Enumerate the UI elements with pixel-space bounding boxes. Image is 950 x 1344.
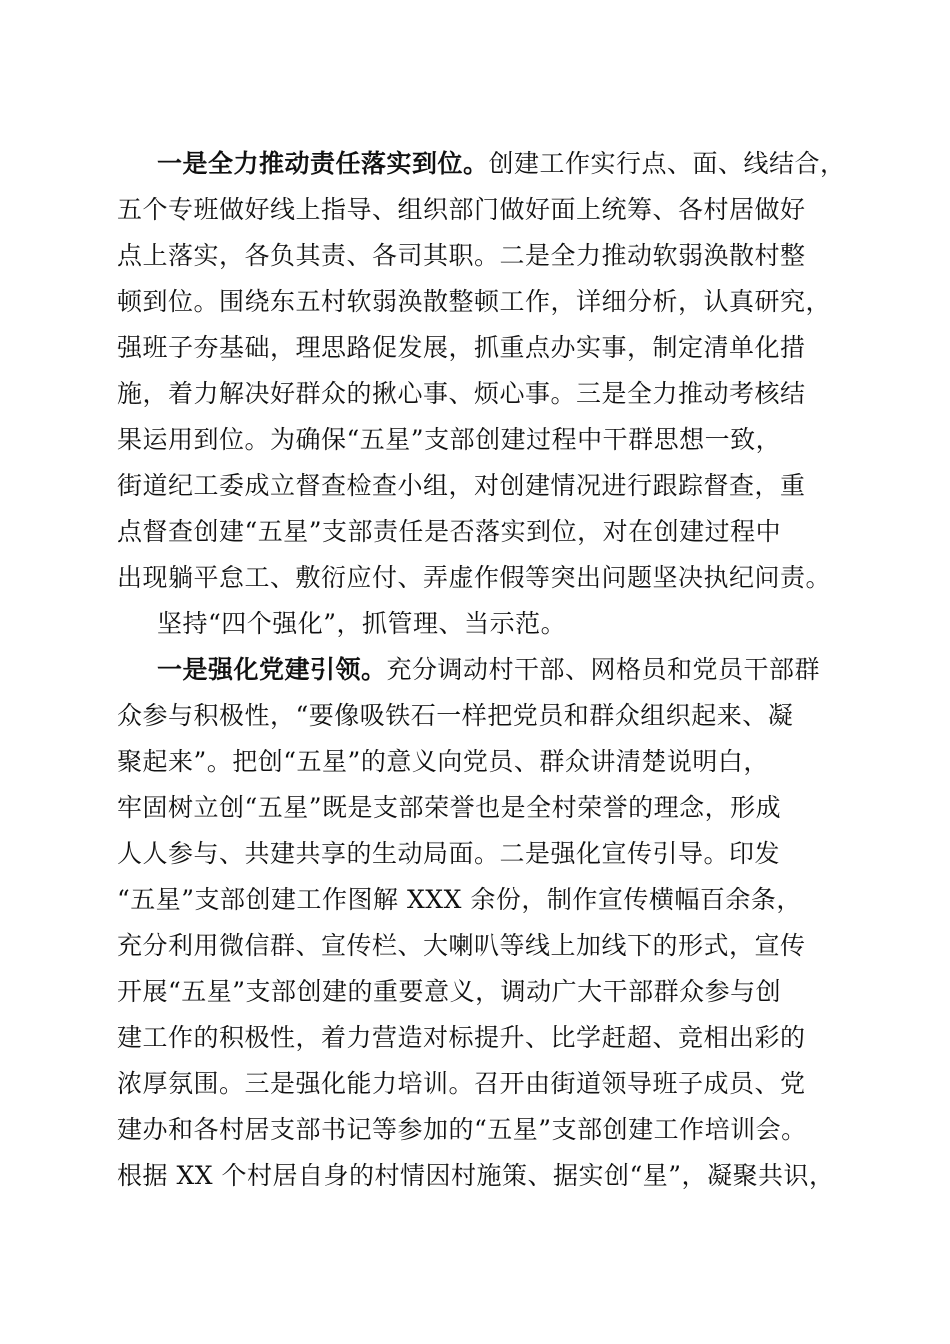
paragraph-1-line-8: 街道纪工委成立督查检查小组，对创建情况进行跟踪督查，重 xyxy=(117,471,806,500)
paragraph-1-line-6: 施，着力解决好群众的揪心事、烦心事。三是全力推动考核结 xyxy=(117,379,806,408)
paragraph-2-line-9: 建工作的积极性，着力营造对标提升、比学赶超、竞相出彩的 xyxy=(117,1023,806,1052)
section-heading: 坚持“四个强化”，抓管理、当示范。 xyxy=(157,609,567,638)
paragraph-heading: 一是全力推动责任落实到位。 xyxy=(157,149,489,178)
paragraph-2-line-11: 建办和各村居支部书记等参加的“五星”支部创建工作培训会。 xyxy=(117,1115,807,1144)
paragraph-2-line-7: 充分利用微信群、宣传栏、大喇叭等线上加线下的形式，宣传 xyxy=(117,931,806,960)
paragraph-1-line-7: 果运用到位。为确保“五星”支部创建过程中干群思想一致， xyxy=(117,425,782,454)
paragraph-1-line-3: 点上落实，各负其责、各司其职。二是全力推动软弱涣散村整 xyxy=(117,241,806,270)
paragraph-2-line-8: 开展“五星”支部创建的重要意义，调动广大干部群众参与创 xyxy=(117,977,782,1006)
paragraph-1-line-2: 五个专班做好线上指导、组织部门做好面上统筹、各村居做好 xyxy=(117,195,806,224)
paragraph-1-line-9: 点督查创建“五星”支部责任是否落实到位，对在创建过程中 xyxy=(117,517,782,546)
paragraph-2-line-4: 牢固树立创“五星”既是支部荣誉也是全村荣誉的理念，形成 xyxy=(117,793,782,822)
paragraph-2-line-1: 一是强化党建引领。充分调动村干部、网格员和党员干部群 xyxy=(157,655,821,684)
paragraph-heading: 一是强化党建引领。 xyxy=(157,655,387,684)
paragraph-2-line-6: “五星”支部创建工作图解 XXX 余份，制作宣传横幅百余条， xyxy=(117,885,802,914)
paragraph-1-line-1: 一是全力推动责任落实到位。创建工作实行点、面、线结合， xyxy=(157,149,846,178)
paragraph-1-line-4: 顿到位。围绕东五村软弱涣散整顿工作，详细分析，认真研究， xyxy=(117,287,832,316)
paragraph-2-line-10: 浓厚氛围。三是强化能力培训。召开由街道领导班子成员、党 xyxy=(117,1069,806,1098)
paragraph-2-line-2: 众参与积极性，“要像吸铁石一样把党员和群众组织起来、凝 xyxy=(117,701,794,730)
body-text xyxy=(117,141,846,1199)
paragraph-1-line-10: 出现躺平怠工、敷衍应付、弄虚作假等突出问题坚决执纪问责。 xyxy=(117,563,832,592)
paragraph-2-line-12: 根据 XX 个村居自身的村情因村施策、据实创“星”，凝聚共识， xyxy=(117,1161,835,1190)
paragraph-1-line-5: 强班子夯基础，理思路促发展，抓重点办实事，制定清单化措 xyxy=(117,333,806,362)
paragraph-2-line-3: 聚起来”。把创“五星”的意义向党员、群众讲清楚说明白， xyxy=(117,747,769,776)
paragraph-2-line-5: 人人参与、共建共享的生动局面。二是强化宣传引导。印发 xyxy=(117,839,781,868)
